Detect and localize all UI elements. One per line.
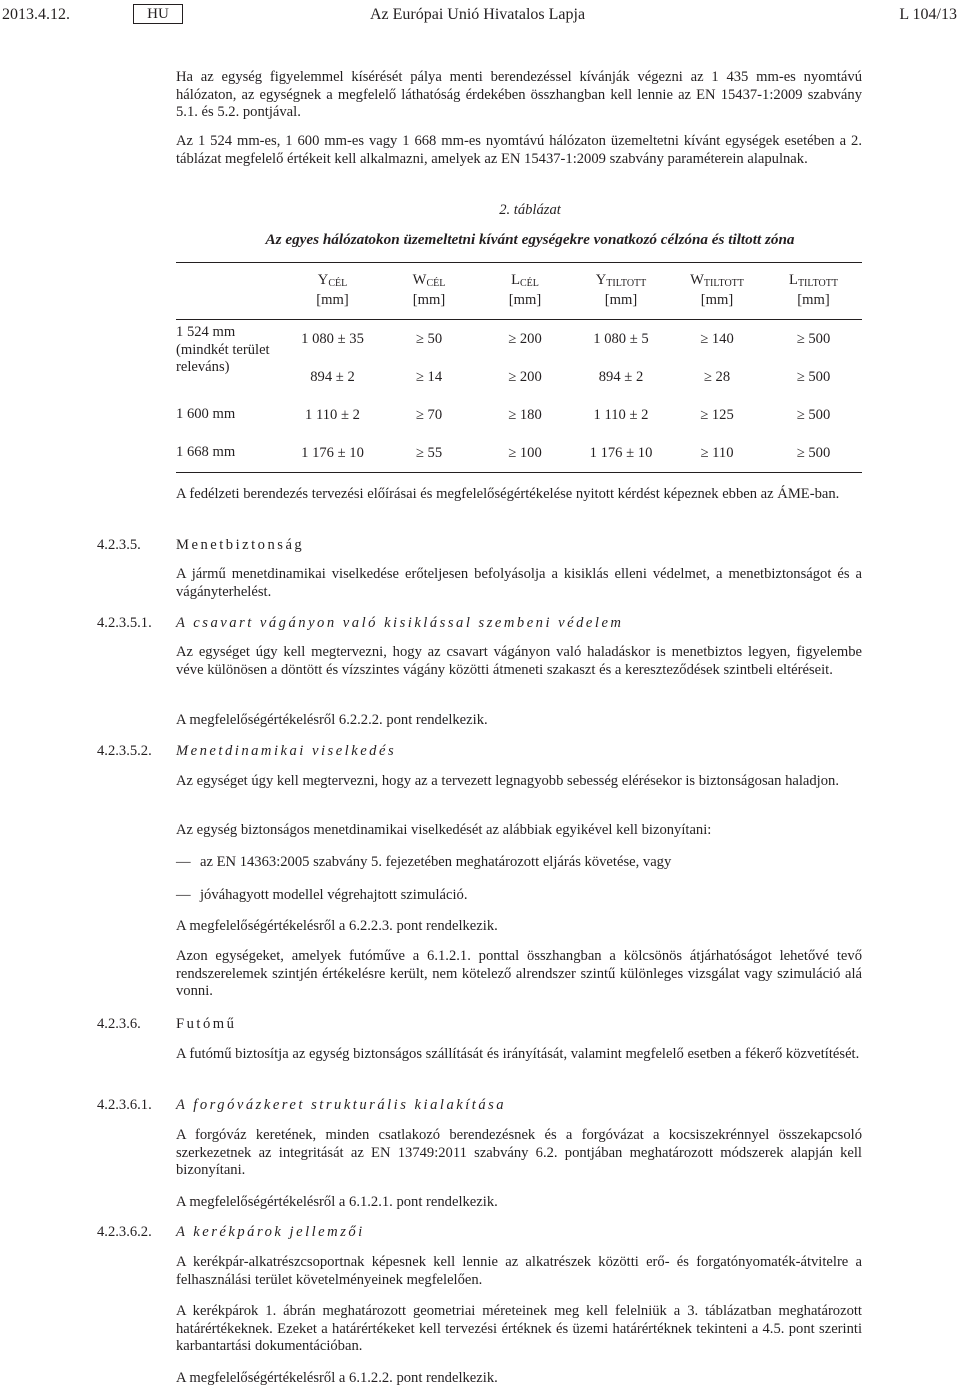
paragraph: A jármű menetdinamikai viselkedése erőteljesen befolyásolja a kisiklás elleni védelmet, a menetbiztonságot és a vágányterhelést. <box>176 566 862 600</box>
table-number: 2. táblázat <box>499 202 561 218</box>
paragraph: A megfelelőségértékelésről a 6.2.2.3. pont rendelkezik. <box>176 918 498 934</box>
paragraph: A futómű biztosítja az egység biztonságos szállítását és irányítását, valamint megfelelő esetben a fékerő közvetítését. <box>176 1046 860 1062</box>
section-title: A forgóvázkeret strukturális kialakítása <box>176 1097 507 1113</box>
col-header-y-tiltott: $Y_{TILTOTT}$ [mm] <box>573 263 669 320</box>
table-cell: 1 176 ± 10 <box>573 434 669 473</box>
table-cell: ≥ 500 <box>796 330 831 347</box>
table-cell: ≥ 200 <box>508 330 542 347</box>
col-header-w-tiltott: $W_{TILTOTT}$ [mm] <box>669 263 765 320</box>
page-number: L 104/13 <box>899 6 957 23</box>
table-cell: 1 176 ± 10 <box>284 434 381 473</box>
paragraph: A forgóváz keretének, minden csatlakozó berendezésnek és a forgóvázat a kocsiszekrénnyel összekapcsoló szerkezetnek az integritását az EN 13749:2011 szabvány 6.2. pontjában meghatározott módszerek alapján kell bizonyítani. <box>176 1127 862 1179</box>
intro-paragraph-1: Ha az egység figyelemmel kísérését pálya menti berendezéssel kívánják végezni az 1 435 mm-es nyomtávú hálózaton, az egységnek a megfelelő láthatóság érdekében összhangban kell lennie az EN 15437-1:2009 szabvány 5.1. és 5.2. pontjával. <box>176 69 862 121</box>
paragraph: Az egységet úgy kell megtervezni, hogy az a tervezett legnagyobb sebesség elérésekor is biztonságosan haladjon. <box>176 773 839 789</box>
intro-paragraph-2: Az 1 524 mm-es, 1 600 mm-es vagy 1 668 mm-es nyomtávú hálózaton üzemeltetni kívánt egységek esetében a 2. táblázat megfelelő értékeit kell alkalmazni, amelyek az EN 15437-1:2009 szabvány paraméterein alapulnak. <box>176 133 862 167</box>
table-cell: ≥ 140 <box>700 330 734 347</box>
col-header-l-tiltott: $L_{TILTOTT}$ [mm] <box>765 263 862 320</box>
dash-bullet: — <box>176 887 191 903</box>
section-number: 4.2.3.6.1. <box>97 1097 152 1113</box>
row-label-1600: 1 600 mm <box>176 406 236 423</box>
section-title: Menetdinamikai viselkedés <box>176 743 397 759</box>
section-title: A csavart vágányon való kisiklással szembeni védelem <box>176 615 624 631</box>
table-cell: 1 080 ± 5 <box>593 330 649 347</box>
table-cell: 894 ± 2 <box>310 368 355 385</box>
paragraph: A megfelelőségértékelésről 6.2.2.2. pont rendelkezik. <box>176 712 488 728</box>
section-number: 4.2.3.6.2. <box>97 1224 152 1240</box>
zone-table <box>176 262 862 473</box>
publication-date: 2013.4.12. <box>2 6 70 23</box>
table-header-empty <box>176 263 284 320</box>
table-cell: ≥ 110 <box>669 434 765 473</box>
section-number: 4.2.3.5.2. <box>97 743 152 759</box>
table-row <box>176 320 862 359</box>
page-header <box>0 4 960 26</box>
table-header-row <box>176 263 862 320</box>
table-cell: ≥ 100 <box>477 434 573 473</box>
table-row <box>176 396 862 434</box>
paragraph: A kerékpárok 1. ábrán meghatározott geometriai méreteinek meg kell felelniük a 3. táblázatban meghatározott határértékeknek. Ezeket a határértékeket kell tervezési értéknek és üzemi határértéknek tekinteni a 4.5. pont szerinti karbantartási dokumentációban. <box>176 1303 862 1355</box>
paragraph: A megfelelőségértékelésről a 6.1.2.1. pont rendelkezik. <box>176 1194 498 1210</box>
table-cell: ≥ 180 <box>508 406 542 423</box>
paragraph: Az egységet úgy kell megtervezni, hogy az csavart vágányon való haladáskor is menetbiztos legyen, figyelembe véve különösen a döntött és vízszintes vágány közötti átmeneti szakaszt és a kereszteződések szintbeli eltéréseit. <box>176 644 862 678</box>
row-label-1524: 1 524 mm (mindkét terület releváns) <box>176 324 270 376</box>
table-title: Az egyes hálózatokon üzemeltetni kívánt egységekre vonatkozó célzóna és tiltott zóna <box>265 231 795 248</box>
table-cell: 1 080 ± 35 <box>301 330 364 347</box>
table-row <box>176 434 862 473</box>
row-label-1668: 1 668 mm <box>176 434 284 473</box>
section-number: 4.2.3.5.1. <box>97 615 152 631</box>
table-cell: 894 ± 2 <box>598 368 644 385</box>
table-cell: ≥ 28 <box>703 368 731 385</box>
table-cell: ≥ 500 <box>796 368 831 385</box>
table-cell: ≥ 500 <box>765 434 862 473</box>
after-table-paragraph: A fedélzeti berendezés tervezési előírásai és megfelelőségértékelése nyitott kérdést képeznek ebben az ÁME-ban. <box>176 486 840 502</box>
section-title: Futómű <box>176 1016 237 1032</box>
section-title: Menetbiztonság <box>176 537 305 553</box>
journal-title: Az Európai Unió Hivatalos Lapja <box>370 6 586 23</box>
col-header-l-cel: $L_{CÉL}$ [mm] <box>477 263 573 320</box>
section-number: 4.2.3.6. <box>97 1016 141 1032</box>
dash-bullet: — <box>176 854 191 870</box>
language-badge: HU <box>133 4 183 24</box>
table-cell: 1 110 ± 2 <box>593 406 649 423</box>
table-cell: ≥ 70 <box>415 406 443 423</box>
table-cell: ≥ 55 <box>381 434 477 473</box>
paragraph: Az egység biztonságos menetdinamikai viselkedését az alábbiak egyikével kell bizonyítani: <box>176 822 712 838</box>
table-cell: ≥ 500 <box>796 406 831 423</box>
paragraph: A kerékpár-alkatrészcsoportnak képesnek kell lennie az alkatrészek közötti erő- és forgatónyomaték-átvitelre a felhasználási terület követelményeinek megfelelően. <box>176 1254 862 1288</box>
table-cell: ≥ 50 <box>415 330 443 347</box>
col-header-w-cel: $W_{CÉL}$ [mm] <box>381 263 477 320</box>
table-cell: 1 110 ± 2 <box>305 406 360 423</box>
section-number: 4.2.3.5. <box>97 537 141 553</box>
table-cell: ≥ 14 <box>415 368 443 385</box>
section-title: A kerékpárok jellemzői <box>176 1224 365 1240</box>
table-cell: ≥ 200 <box>508 368 542 385</box>
table-cell: ≥ 125 <box>700 406 734 423</box>
paragraph: A megfelelőségértékelésről a 6.1.2.2. pont rendelkezik. <box>176 1370 498 1386</box>
col-header-y-cel: $Y_{CÉL}$ [mm] <box>284 263 381 320</box>
paragraph: Azon egységeket, amelyek futóműve a 6.1.2.1. ponttal összhangban a kölcsönös átjárhatóságot lehetővé tevő rendszerelemek szintjén értékelésre került, nem kötelező alrendszer szintű különleges vizsgálat vagy szimuláció alá vonni. <box>176 948 862 1000</box>
